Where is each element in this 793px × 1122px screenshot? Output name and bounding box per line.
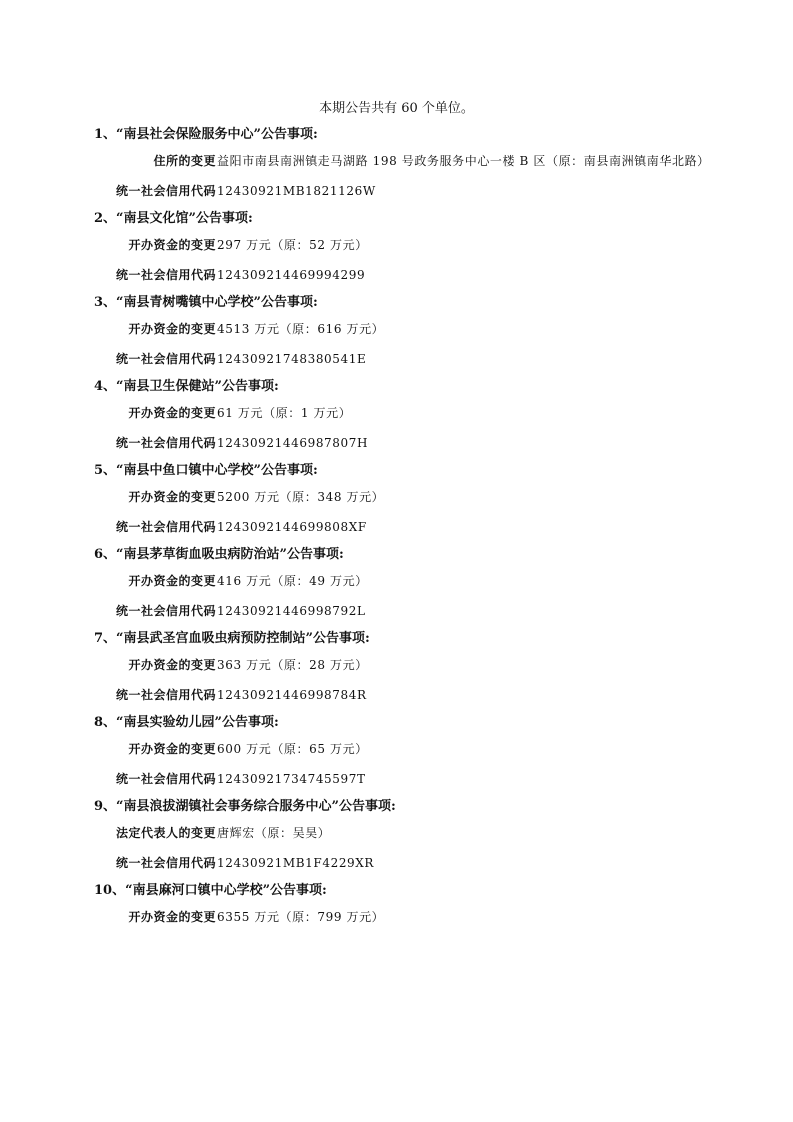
row-value: 12430921MB1F4229XR — [217, 856, 375, 870]
row-label: 统一社会信用代码 — [115, 268, 216, 282]
entry-row — [94, 266, 714, 284]
row-label: 统一社会信用代码 — [115, 184, 216, 198]
entry-row — [94, 740, 714, 758]
row-value: 唐辉宏（原：吴昊） — [217, 826, 331, 840]
intro-text: 本期公告共有 60 个单位。 — [319, 101, 474, 116]
row-value: 124309214469994299 — [217, 268, 366, 282]
entry-row — [94, 152, 714, 170]
row-label: 开办资金的变更 — [128, 658, 216, 672]
announcement-entry — [94, 378, 714, 452]
entry-row — [94, 824, 714, 842]
row-value: 1243092144699808XF — [217, 520, 367, 534]
row-value: 12430921MB1821126W — [217, 184, 376, 198]
entry-title: 10、“南县麻河口镇中心学校”公告事项: — [94, 883, 327, 898]
row-label: 住所的变更 — [153, 154, 216, 168]
entry-row — [94, 404, 714, 422]
entry-title: 2、“南县文化馆”公告事项: — [94, 211, 253, 226]
row-value: 363 万元（原：28 万元） — [217, 658, 368, 672]
row-value: 12430921748380541E — [217, 352, 367, 366]
entry-row — [94, 908, 714, 926]
row-value: 61 万元（原：1 万元） — [217, 406, 352, 420]
entry-title: 4、“南县卫生保健站”公告事项: — [94, 379, 279, 394]
entry-row — [94, 656, 714, 674]
row-value: 600 万元（原：65 万元） — [217, 742, 368, 756]
entry-row — [94, 488, 714, 506]
entry-title: 8、“南县实验幼儿园”公告事项: — [94, 715, 279, 730]
announcement-entry — [94, 546, 714, 620]
announcement-entry — [94, 714, 714, 788]
row-label: 法定代表人的变更 — [115, 826, 216, 840]
announcement-entry — [94, 294, 714, 368]
row-label: 统一社会信用代码 — [115, 772, 216, 786]
announcement-entry — [94, 798, 714, 872]
row-value: 12430921446987807H — [217, 436, 369, 450]
row-label: 开办资金的变更 — [128, 742, 216, 756]
row-label: 开办资金的变更 — [128, 490, 216, 504]
row-value: 416 万元（原：49 万元） — [217, 574, 368, 588]
row-value: 4513 万元（原：616 万元） — [217, 322, 385, 336]
row-label: 开办资金的变更 — [128, 574, 216, 588]
row-value: 12430921734745597T — [217, 772, 366, 786]
row-label: 开办资金的变更 — [128, 238, 216, 252]
announcement-entry — [94, 462, 714, 536]
row-label: 开办资金的变更 — [128, 322, 216, 336]
row-value: 297 万元（原：52 万元） — [217, 238, 368, 252]
row-label: 统一社会信用代码 — [115, 604, 216, 618]
entry-row — [94, 434, 714, 452]
announcement-entry — [94, 630, 714, 704]
entry-title: 6、“南县茅草街血吸虫病防治站”公告事项: — [94, 547, 344, 562]
row-value: 12430921446998792L — [217, 604, 366, 618]
row-value: 12430921446998784R — [217, 688, 367, 702]
row-label: 统一社会信用代码 — [115, 352, 216, 366]
entry-row — [94, 686, 714, 704]
row-value: 益阳市南县南洲镇走马湖路 198 号政务服务中心一楼 B 区（原：南县南洲镇南华北路） — [217, 154, 710, 168]
entry-title: 5、“南县中鱼口镇中心学校”公告事项: — [94, 463, 318, 478]
row-label: 统一社会信用代码 — [115, 520, 216, 534]
announcement-list — [94, 126, 714, 936]
entry-row — [94, 320, 714, 338]
entry-row — [94, 572, 714, 590]
row-label: 统一社会信用代码 — [115, 436, 216, 450]
announcement-entry — [94, 210, 714, 284]
row-value: 6355 万元（原：799 万元） — [217, 910, 385, 924]
entry-row — [94, 602, 714, 620]
row-label: 开办资金的变更 — [128, 910, 216, 924]
entry-title: 3、“南县青树嘴镇中心学校”公告事项: — [94, 295, 318, 310]
announcement-entry — [94, 126, 714, 200]
row-label: 统一社会信用代码 — [115, 856, 216, 870]
entry-row — [94, 518, 714, 536]
row-label: 开办资金的变更 — [128, 406, 216, 420]
entry-row — [94, 854, 714, 872]
entry-title: 9、“南县浪拔湖镇社会事务综合服务中心”公告事项: — [94, 799, 396, 814]
announcement-entry — [94, 882, 714, 926]
row-value: 5200 万元（原：348 万元） — [217, 490, 385, 504]
entry-row — [94, 182, 714, 200]
row-label: 统一社会信用代码 — [115, 688, 216, 702]
entry-row — [94, 350, 714, 368]
entry-title: 1、“南县社会保险服务中心”公告事项: — [94, 127, 318, 142]
entry-title: 7、“南县武圣宫血吸虫病预防控制站”公告事项: — [94, 631, 370, 646]
entry-row — [94, 236, 714, 254]
entry-row — [94, 770, 714, 788]
